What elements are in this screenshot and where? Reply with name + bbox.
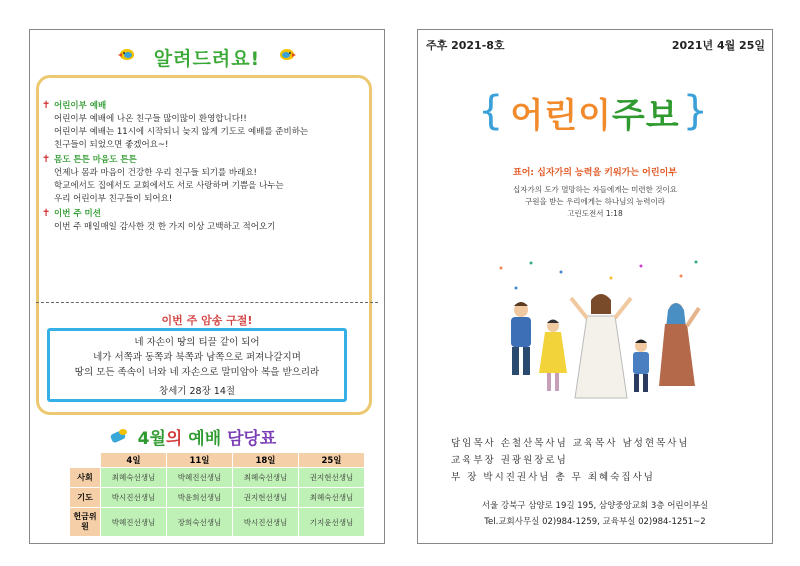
table-cell: 최혜숙선생님 [101, 468, 167, 488]
column-header: 18일 [233, 453, 299, 468]
memory-verse-title: 이번 주 암송 구절! [161, 314, 253, 327]
schedule-title-particle: 의 [165, 429, 183, 449]
staff-line: 부 장 박시진권사님 총 무 최혜숙집사님 [451, 472, 655, 483]
verse-line: 구원을 받는 우리에게는 하나님의 능력이라 [525, 197, 665, 206]
staff-line: 담임목사 손철산목사님 교육목사 남성현목사님 [451, 438, 690, 449]
table-cell: 권지현선생님 [299, 468, 365, 488]
table-cell: 최혜숙선생님 [233, 468, 299, 488]
bird-icon-right [276, 45, 296, 63]
notice-section-mission [42, 208, 362, 234]
row-header: 헌금위원 [70, 508, 101, 537]
schedule-title [30, 424, 384, 449]
notice-section-health [42, 154, 362, 206]
right-page [417, 29, 773, 544]
section-line: 우리 어린이부 친구들이 되어요! [54, 194, 173, 204]
section-head: 어린이부 예배 [54, 101, 107, 111]
section-line: 어린이부 예배에 나온 친구들 많이많이 환영합니다!! [54, 114, 247, 124]
section-line: 학교에서도 집에서도 교회에서도 서로 사랑하며 기쁨을 나누는 [54, 181, 284, 191]
table-row [70, 508, 365, 537]
table-cell: 박시진선생님 [101, 488, 167, 508]
table-corner [70, 453, 101, 468]
notice-title: 알려드려요! [153, 48, 261, 70]
schedule-title-month: 4월 [137, 429, 166, 449]
section-head: 몸도 튼튼 마음도 튼튼 [54, 155, 137, 165]
verse-reference: 고린도전서 1:18 [567, 209, 623, 218]
table-row [70, 468, 365, 488]
table-cell: 박혜진선생님 [101, 508, 167, 537]
masthead-part-b: 주보 [611, 96, 680, 136]
verse-line: 십자가의 도가 멸망하는 자들에게는 미련한 것이요 [512, 185, 678, 194]
table-header-row [70, 453, 365, 468]
issue-date: 2021년 4월 25일 [671, 39, 765, 52]
column-header: 11일 [167, 453, 233, 468]
masthead-part-a: 어린이 [510, 96, 612, 136]
memory-verse-box [47, 328, 347, 402]
verse-line: 네가 서쪽과 동쪽과 북쪽과 남쪽으로 퍼져나갈지며 [93, 352, 301, 363]
row-header: 기도 [70, 488, 101, 508]
table-cell: 장희숙선생님 [167, 508, 233, 537]
table-cell: 최혜숙선생님 [299, 488, 365, 508]
staff-line: 교육부장 권광원장로님 [451, 455, 568, 466]
jesus-with-children-illustration [491, 258, 711, 418]
notice-body [42, 100, 362, 236]
table-cell: 기지윤선생님 [299, 508, 365, 537]
notice-section-worship [42, 100, 362, 152]
church-phone: Tel.교회사무실 02)984-1259, 교육부실 02)984-1251~2 [484, 517, 706, 527]
verse-reference: 창세기 28장 14절 [158, 386, 236, 397]
duty-schedule-table [69, 452, 365, 537]
section-line: 이번 주 매일매일 감사한 것 한 가지 이상 고백하고 적어오기 [54, 222, 276, 232]
table-cell: 박혜진선생님 [167, 468, 233, 488]
issue-number: 주후 2021-8호 [426, 39, 505, 52]
verse-line: 땅의 모든 족속이 너와 네 자손으로 말미암아 복을 받으리라 [74, 367, 320, 378]
table-cell: 박윤희선생님 [167, 488, 233, 508]
section-line: 친구들이 되었으면 좋겠어요~! [54, 140, 169, 150]
church-contact [418, 498, 772, 530]
cross-icon: ✝ [42, 208, 51, 219]
table-cell: 권지현선생님 [233, 488, 299, 508]
brace-right-icon: } [682, 88, 708, 134]
table-row [70, 488, 365, 508]
section-line: 어린이부 예배는 11시에 시작되니 늦지 않게 기도로 예배를 준비하는 [54, 127, 309, 137]
brace-left-icon: { [478, 88, 504, 134]
row-header: 사회 [70, 468, 101, 488]
section-line: 언제나 몸과 마음이 건강한 우리 친구들 되기를 바래요! [54, 168, 257, 178]
masthead [418, 88, 772, 137]
verse-line: 네 자손이 땅의 티끌 같이 되어 [134, 337, 260, 348]
column-header: 25일 [299, 453, 365, 468]
schedule-title-worship: 예배 [188, 429, 222, 449]
church-address: 서울 강북구 삼양로 19길 195, 삼양중앙교회 3층 어린이부실 [481, 501, 709, 511]
dashed-divider [36, 302, 378, 303]
column-header: 4일 [101, 453, 167, 468]
staff-info [451, 435, 690, 486]
schedule-title-duty: 담당표 [227, 429, 277, 449]
table-cell: 박시진선생님 [233, 508, 299, 537]
left-page [29, 29, 385, 544]
motto: 표어: 십자가의 능력을 키워가는 어린이부 [513, 168, 677, 178]
cross-icon: ✝ [42, 154, 51, 165]
cross-icon: ✝ [42, 100, 51, 111]
section-head: 이번 주 미션 [54, 209, 101, 219]
theme-verse [418, 184, 772, 220]
